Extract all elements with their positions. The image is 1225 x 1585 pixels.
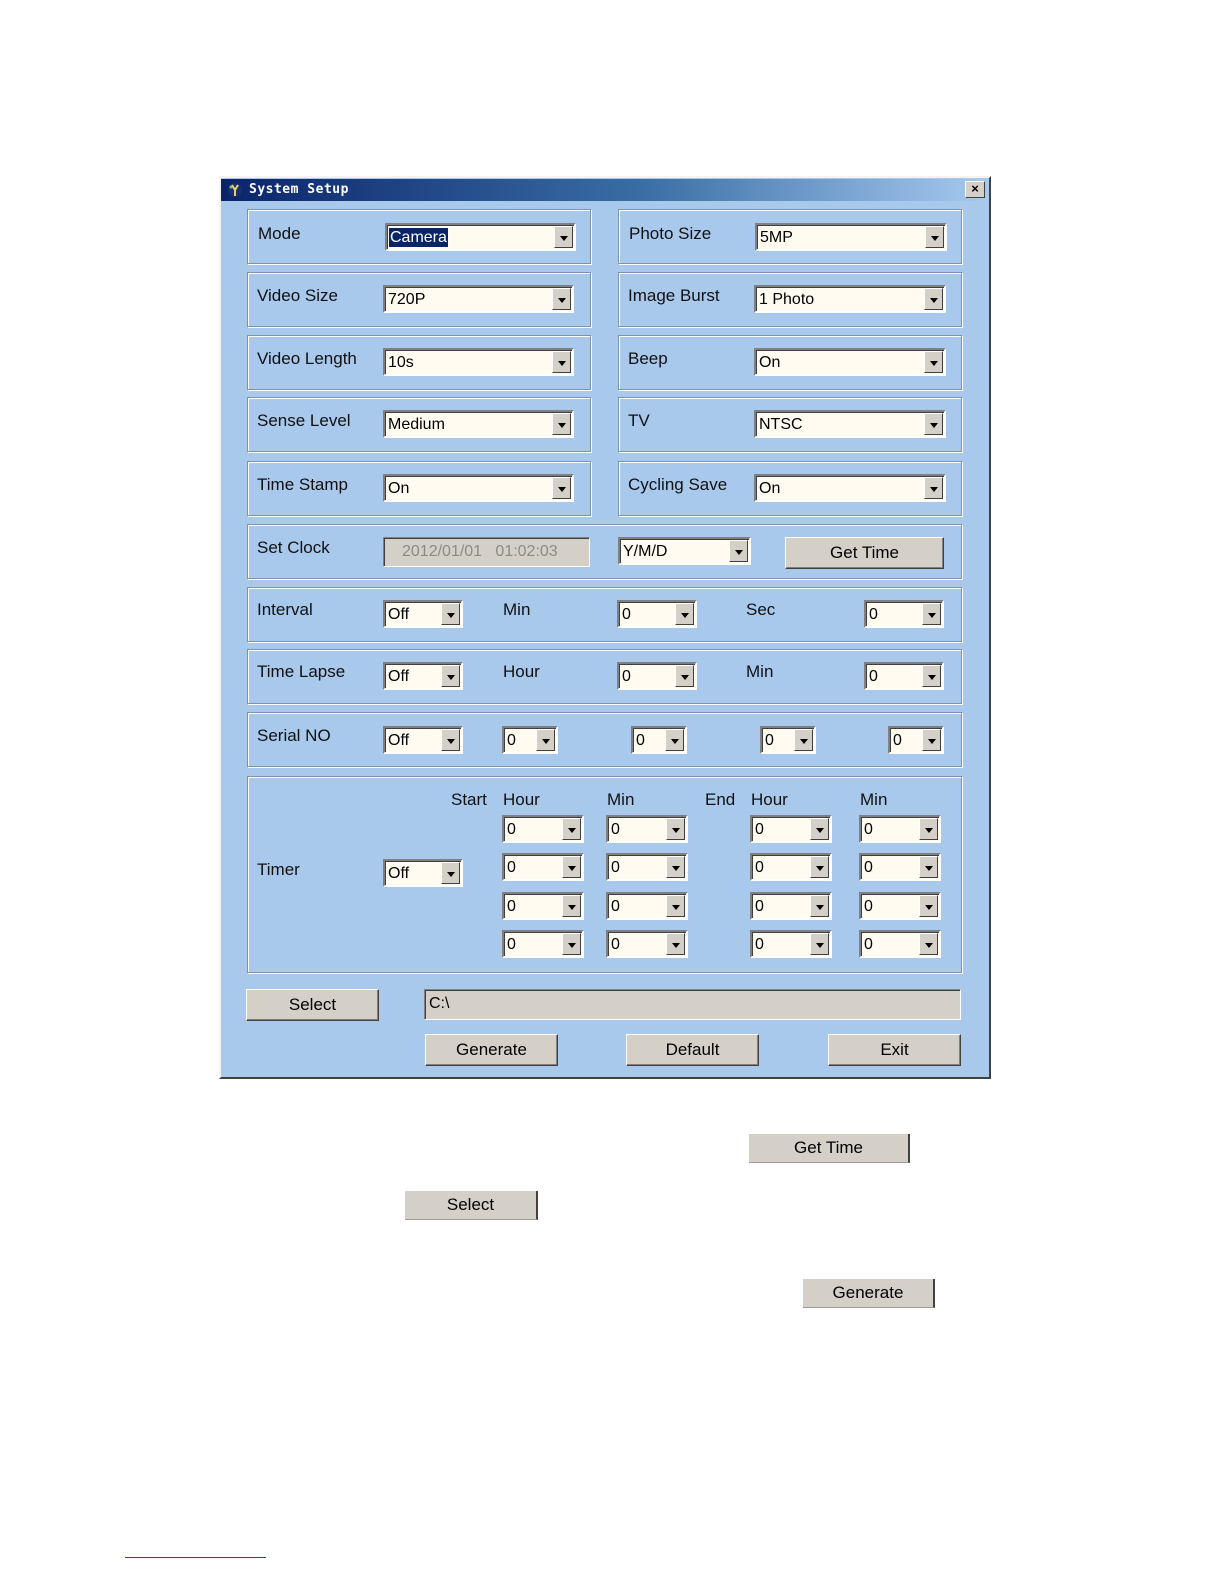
chevron-down-icon[interactable] <box>924 477 943 499</box>
interval-min-select[interactable] <box>617 600 697 628</box>
timer-end-min-value: 0 <box>864 821 873 838</box>
chevron-down-icon[interactable] <box>922 729 941 751</box>
sense-level-value: Medium <box>388 416 445 433</box>
serial-digit-4-value: 0 <box>893 732 902 749</box>
chevron-down-icon[interactable] <box>919 933 938 955</box>
interval-min-label: Min <box>503 600 531 619</box>
mode-select[interactable] <box>385 223 576 251</box>
timer-end-hour-value: 0 <box>755 859 764 876</box>
timer-start-label: Start <box>451 790 487 809</box>
chevron-down-icon[interactable] <box>562 818 581 840</box>
timer-value: Off <box>388 865 410 882</box>
get-time-button[interactable] <box>785 537 944 569</box>
chevron-down-icon[interactable] <box>441 603 460 625</box>
chevron-down-icon[interactable] <box>562 895 581 917</box>
default-button[interactable] <box>626 1034 759 1066</box>
time-lapse-min-select[interactable] <box>864 662 944 690</box>
select-button-illustration <box>405 1191 538 1220</box>
sense-level-label: Sense Level <box>257 411 351 430</box>
chevron-down-icon[interactable] <box>794 729 813 751</box>
chevron-down-icon[interactable] <box>552 413 571 435</box>
beep-value: On <box>759 354 781 371</box>
get-time-label: Get Time <box>830 543 899 562</box>
serial-digit-4-select[interactable] <box>888 726 944 754</box>
chevron-down-icon[interactable] <box>666 818 685 840</box>
select-folder-button[interactable] <box>246 989 379 1021</box>
video-size-label: Video Size <box>257 286 338 305</box>
chevron-down-icon[interactable] <box>441 729 460 751</box>
app-icon <box>227 182 243 198</box>
group-serial-no <box>247 712 962 767</box>
chevron-down-icon[interactable] <box>810 856 829 878</box>
timer-end-hour-select[interactable] <box>750 892 832 920</box>
date-format-select[interactable] <box>618 537 751 565</box>
interval-sec-value: 0 <box>869 606 878 623</box>
chevron-down-icon[interactable] <box>666 933 685 955</box>
timer-start-min-value: 0 <box>611 898 620 915</box>
generate-illustration-label: Generate <box>832 1283 904 1302</box>
time-lapse-hour-value: 0 <box>622 668 631 685</box>
chevron-down-icon[interactable] <box>562 933 581 955</box>
clock-datetime-value: 2012/01/01 01:02:03 <box>402 543 558 560</box>
serial-digit-3-select[interactable] <box>760 726 816 754</box>
video-size-value: 720P <box>388 291 426 308</box>
time-lapse-hour-select[interactable] <box>617 662 697 690</box>
timer-start-min-label: Min <box>607 790 635 809</box>
photo-size-value: 5MP <box>760 229 793 246</box>
photo-size-label: Photo Size <box>629 224 712 243</box>
cycling-save-label: Cycling Save <box>628 475 728 494</box>
chevron-down-icon[interactable] <box>441 665 460 687</box>
timer-end-min-select[interactable] <box>859 853 941 881</box>
default-label: Default <box>665 1040 720 1059</box>
timer-start-hour-value: 0 <box>507 936 516 953</box>
timer-end-hour-value: 0 <box>755 821 764 838</box>
time-stamp-label: Time Stamp <box>257 475 349 494</box>
time-lapse-label: Time Lapse <box>257 662 346 681</box>
chevron-down-icon[interactable] <box>665 729 684 751</box>
chevron-down-icon[interactable] <box>924 351 943 373</box>
generate-button-illustration <box>803 1279 935 1308</box>
chevron-down-icon[interactable] <box>536 729 555 751</box>
timer-start-hour-label: Hour <box>503 790 540 809</box>
timer-end-min-select[interactable] <box>859 930 941 958</box>
exit-label: Exit <box>880 1040 909 1059</box>
interval-sec-label: Sec <box>746 600 776 619</box>
timer-end-label: End <box>705 790 736 809</box>
chevron-down-icon[interactable] <box>675 603 694 625</box>
timer-start-min-value: 0 <box>611 936 620 953</box>
chevron-down-icon[interactable] <box>729 540 748 562</box>
serial-digit-3-value: 0 <box>765 732 774 749</box>
chevron-down-icon[interactable] <box>919 818 938 840</box>
timer-end-hour-value: 0 <box>755 898 764 915</box>
interval-label: Interval <box>257 600 313 619</box>
chevron-down-icon[interactable] <box>922 665 941 687</box>
video-size-select[interactable] <box>383 285 574 313</box>
get-time-button-illustration <box>749 1134 910 1163</box>
chevron-down-icon[interactable] <box>552 351 571 373</box>
set-clock-label: Set Clock <box>257 538 330 557</box>
chevron-down-icon[interactable] <box>925 226 944 248</box>
time-lapse-value: Off <box>388 668 410 685</box>
get-time-illustration-label: Get Time <box>794 1138 863 1157</box>
generate-label: Generate <box>456 1040 527 1059</box>
serial-no-value: Off <box>388 732 410 749</box>
timer-start-hour-value: 0 <box>507 898 516 915</box>
cycling-save-value: On <box>759 480 781 497</box>
beep-select[interactable] <box>754 348 946 376</box>
close-icon: × <box>971 181 979 196</box>
time-lapse-min-value: 0 <box>869 668 878 685</box>
timer-start-min-select[interactable] <box>606 930 688 958</box>
photo-size-select[interactable] <box>755 223 947 251</box>
interval-sec-select[interactable] <box>864 600 944 628</box>
timer-end-hour-select[interactable] <box>750 930 832 958</box>
beep-label: Beep <box>628 349 668 368</box>
chevron-down-icon[interactable] <box>554 226 573 248</box>
timer-start-hour-value: 0 <box>507 859 516 876</box>
title-bar[interactable] <box>221 179 989 201</box>
timer-end-hour-label: Hour <box>751 790 788 809</box>
tv-value: NTSC <box>759 416 803 433</box>
timer-end-min-value: 0 <box>864 898 873 915</box>
image-burst-value: 1 Photo <box>759 291 815 308</box>
timer-end-min-select[interactable] <box>859 892 941 920</box>
timer-end-min-label: Min <box>860 790 888 809</box>
select-illustration-label: Select <box>446 1195 495 1214</box>
chevron-down-icon[interactable] <box>552 288 571 310</box>
interval-select[interactable] <box>383 600 463 628</box>
timer-start-hour-value: 0 <box>507 821 516 838</box>
tv-select[interactable] <box>754 410 946 438</box>
group-timer <box>247 776 962 973</box>
interval-min-value: 0 <box>622 606 631 623</box>
timer-start-min-select[interactable] <box>606 892 688 920</box>
timer-start-min-value: 0 <box>611 821 620 838</box>
chevron-down-icon[interactable] <box>810 933 829 955</box>
timer-label: Timer <box>257 860 300 879</box>
chevron-down-icon[interactable] <box>666 895 685 917</box>
timer-start-hour-select[interactable] <box>502 853 584 881</box>
window-title: System Setup <box>249 182 349 197</box>
interval-value: Off <box>388 606 410 623</box>
cycling-save-select[interactable] <box>754 474 946 502</box>
chevron-down-icon[interactable] <box>441 862 460 884</box>
serial-no-select[interactable] <box>383 726 463 754</box>
tv-label: TV <box>628 411 650 430</box>
serial-digit-1-value: 0 <box>507 732 516 749</box>
serial-digit-1-select[interactable] <box>502 726 558 754</box>
serial-digit-2-value: 0 <box>636 732 645 749</box>
timer-end-hour-select[interactable] <box>750 815 832 843</box>
chevron-down-icon[interactable] <box>675 665 694 687</box>
time-stamp-value: On <box>388 480 410 497</box>
chevron-down-icon[interactable] <box>562 856 581 878</box>
timer-start-hour-select[interactable] <box>502 930 584 958</box>
mode-value: Camera <box>390 229 447 246</box>
time-lapse-select[interactable] <box>383 662 463 690</box>
timer-select[interactable] <box>383 859 463 887</box>
timer-end-min-select[interactable] <box>859 815 941 843</box>
chevron-down-icon[interactable] <box>922 603 941 625</box>
group-interval <box>247 587 962 642</box>
timer-start-hour-select[interactable] <box>502 892 584 920</box>
chevron-down-icon[interactable] <box>919 895 938 917</box>
time-stamp-select[interactable] <box>383 474 574 502</box>
chevron-down-icon[interactable] <box>552 477 571 499</box>
video-length-label: Video Length <box>257 349 357 368</box>
image-burst-select[interactable] <box>754 285 946 313</box>
timer-start-min-select[interactable] <box>606 853 688 881</box>
video-length-value: 10s <box>388 354 414 371</box>
serial-digit-2-select[interactable] <box>631 726 687 754</box>
footnote-divider <box>125 1557 266 1558</box>
chevron-down-icon[interactable] <box>924 413 943 435</box>
date-format-value: Y/M/D <box>623 543 668 560</box>
group-time-lapse <box>247 649 962 704</box>
exit-button[interactable] <box>828 1034 961 1066</box>
serial-no-label: Serial NO <box>257 726 331 745</box>
timer-end-hour-select[interactable] <box>750 853 832 881</box>
chevron-down-icon[interactable] <box>666 856 685 878</box>
output-path-field <box>424 989 961 1020</box>
timer-start-hour-select[interactable] <box>502 815 584 843</box>
video-length-select[interactable] <box>383 348 574 376</box>
chevron-down-icon[interactable] <box>810 818 829 840</box>
chevron-down-icon[interactable] <box>810 895 829 917</box>
sense-level-select[interactable] <box>383 410 574 438</box>
output-path-value: C:\ <box>429 995 450 1012</box>
timer-start-min-value: 0 <box>611 859 620 876</box>
timer-end-min-value: 0 <box>864 859 873 876</box>
image-burst-label: Image Burst <box>628 286 720 305</box>
timer-end-hour-value: 0 <box>755 936 764 953</box>
chevron-down-icon[interactable] <box>924 288 943 310</box>
mode-label: Mode <box>258 224 301 243</box>
select-folder-label: Select <box>288 995 337 1014</box>
timer-end-min-value: 0 <box>864 936 873 953</box>
time-lapse-min-label: Min <box>746 662 774 681</box>
clock-datetime-field <box>383 537 590 567</box>
generate-button[interactable] <box>425 1034 558 1066</box>
timer-start-min-select[interactable] <box>606 815 688 843</box>
time-lapse-hour-label: Hour <box>503 662 540 681</box>
close-button[interactable] <box>965 181 985 198</box>
chevron-down-icon[interactable] <box>919 856 938 878</box>
